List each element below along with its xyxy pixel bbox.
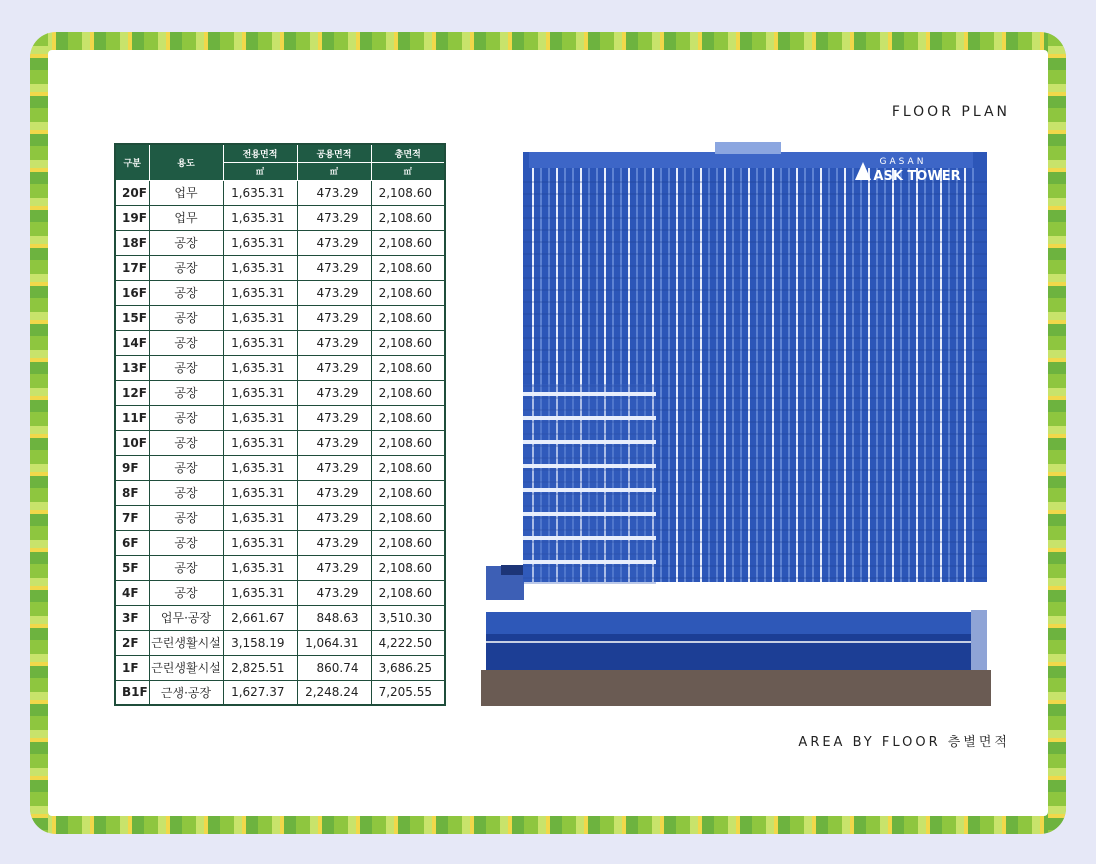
exclusive-area-cell: 1,635.31 <box>223 530 297 555</box>
use-cell: 공장 <box>149 480 223 505</box>
exclusive-area-cell: 1,635.31 <box>223 455 297 480</box>
floor-cell: 2F <box>115 630 149 655</box>
floor-cell: 11F <box>115 405 149 430</box>
common-area-cell: 473.29 <box>297 480 371 505</box>
common-area-cell: 473.29 <box>297 580 371 605</box>
total-area-cell: 2,108.60 <box>371 455 445 480</box>
floor-cell: 16F <box>115 280 149 305</box>
total-area-cell: 2,108.60 <box>371 255 445 280</box>
table-row <box>115 180 445 205</box>
exclusive-area-cell: 1,635.31 <box>223 180 297 205</box>
exclusive-area-cell: 1,635.31 <box>223 505 297 530</box>
area-table <box>114 143 446 706</box>
exclusive-area-cell: 2,825.51 <box>223 655 297 680</box>
total-area-cell: 2,108.60 <box>371 555 445 580</box>
total-area-cell: 7,205.55 <box>371 680 445 705</box>
floor-cell: 5F <box>115 555 149 580</box>
use-cell: 공장 <box>149 530 223 555</box>
common-area-cell: 1,064.31 <box>297 630 371 655</box>
common-area-cell: 473.29 <box>297 555 371 580</box>
common-area-cell: 860.74 <box>297 655 371 680</box>
table-row <box>115 580 445 605</box>
floor-cell: 15F <box>115 305 149 330</box>
use-cell: 공장 <box>149 355 223 380</box>
floor-cell: 4F <box>115 580 149 605</box>
common-area-cell: 473.29 <box>297 230 371 255</box>
common-area-cell: 473.29 <box>297 280 371 305</box>
floor-cell: 18F <box>115 230 149 255</box>
use-cell: 공장 <box>149 430 223 455</box>
exclusive-area-cell: 1,635.31 <box>223 330 297 355</box>
use-cell: 공장 <box>149 555 223 580</box>
floor-cell: 14F <box>115 330 149 355</box>
floor-cell: 10F <box>115 430 149 455</box>
common-area-cell: 473.29 <box>297 330 371 355</box>
table-row <box>115 605 445 630</box>
use-cell: 공장 <box>149 405 223 430</box>
use-cell: 업무 <box>149 205 223 230</box>
use-cell: 업무 <box>149 180 223 205</box>
total-area-cell: 2,108.60 <box>371 305 445 330</box>
side-core <box>971 610 987 670</box>
page-title: FLOOR PLAN <box>891 104 1010 120</box>
floor-cell: B1F <box>115 680 149 705</box>
total-area-cell: 4,222.50 <box>371 630 445 655</box>
col-floor-header: 구분 <box>115 144 149 180</box>
total-area-cell: 2,108.60 <box>371 405 445 430</box>
exclusive-area-cell: 1,635.31 <box>223 580 297 605</box>
common-area-cell: 473.29 <box>297 305 371 330</box>
use-cell: 공장 <box>149 255 223 280</box>
floor-cell: 12F <box>115 380 149 405</box>
total-area-cell: 2,108.60 <box>371 530 445 555</box>
total-area-cell: 2,108.60 <box>371 180 445 205</box>
setback-band <box>523 464 656 468</box>
common-area-cell: 473.29 <box>297 180 371 205</box>
use-cell: 공장 <box>149 455 223 480</box>
podium-left-top <box>501 565 525 575</box>
total-area-cell: 2,108.60 <box>371 330 445 355</box>
floor-cell: 19F <box>115 205 149 230</box>
unit-label: ㎡ <box>371 162 445 180</box>
floor-cell: 6F <box>115 530 149 555</box>
ground-floor-glass <box>486 634 971 670</box>
common-area-cell: 473.29 <box>297 255 371 280</box>
setback-band <box>523 512 656 516</box>
table-row <box>115 205 445 230</box>
use-cell: 공장 <box>149 330 223 355</box>
table-row <box>115 655 445 680</box>
exclusive-area-cell: 1,635.31 <box>223 230 297 255</box>
leaf-border-left <box>30 32 48 834</box>
floor-cell: 3F <box>115 605 149 630</box>
signage-band <box>486 600 987 612</box>
exclusive-area-cell: 2,661.67 <box>223 605 297 630</box>
common-area-cell: 473.29 <box>297 205 371 230</box>
rooftop-unit <box>715 142 781 154</box>
exclusive-area-cell: 1,635.31 <box>223 405 297 430</box>
floor-cell: 7F <box>115 505 149 530</box>
exclusive-area-cell: 1,635.31 <box>223 205 297 230</box>
total-area-cell: 2,108.60 <box>371 205 445 230</box>
table-row <box>115 430 445 455</box>
total-area-cell: 2,108.60 <box>371 480 445 505</box>
use-cell: 공장 <box>149 230 223 255</box>
sign-ask-tower: ASK TOWER <box>873 169 961 184</box>
table-row <box>115 255 445 280</box>
leaf-border-right <box>1048 32 1066 834</box>
exclusive-area-cell: 1,635.31 <box>223 305 297 330</box>
setback-band <box>523 536 656 540</box>
total-area-cell: 2,108.60 <box>371 430 445 455</box>
use-cell: 공장 <box>149 305 223 330</box>
total-area-cell: 3,686.25 <box>371 655 445 680</box>
building-base <box>481 670 991 706</box>
table-row <box>115 230 445 255</box>
common-area-cell: 848.63 <box>297 605 371 630</box>
common-area-cell: 473.29 <box>297 505 371 530</box>
floor-cell: 1F <box>115 655 149 680</box>
table-row <box>115 555 445 580</box>
col-common-header: 공용면적 <box>297 144 371 162</box>
total-area-cell: 2,108.60 <box>371 230 445 255</box>
total-area-cell: 2,108.60 <box>371 505 445 530</box>
table-row <box>115 280 445 305</box>
left-setback <box>523 384 656 584</box>
table-row <box>115 530 445 555</box>
setback-band <box>523 560 656 564</box>
use-cell: 근린생활시설 <box>149 655 223 680</box>
table-row <box>115 455 445 480</box>
table-row <box>115 305 445 330</box>
total-area-cell: 2,108.60 <box>371 380 445 405</box>
caption: AREA BY FLOOR 층별면적 <box>798 735 1010 750</box>
total-area-cell: 2,108.60 <box>371 280 445 305</box>
col-use-header: 용도 <box>149 144 223 180</box>
total-area-cell: 2,108.60 <box>371 355 445 380</box>
exclusive-area-cell: 1,627.37 <box>223 680 297 705</box>
table-row <box>115 355 445 380</box>
table-row <box>115 380 445 405</box>
table-row <box>115 505 445 530</box>
setback-band <box>523 440 656 444</box>
col-total-header: 총면적 <box>371 144 445 162</box>
exclusive-area-cell: 3,158.19 <box>223 630 297 655</box>
use-cell: 업무·공장 <box>149 605 223 630</box>
common-area-cell: 473.29 <box>297 405 371 430</box>
exclusive-area-cell: 1,635.31 <box>223 280 297 305</box>
sign-gasan: GASAN <box>879 157 927 167</box>
use-cell: 공장 <box>149 505 223 530</box>
common-area-cell: 473.29 <box>297 530 371 555</box>
unit-label: ㎡ <box>297 162 371 180</box>
table-row <box>115 480 445 505</box>
exclusive-area-cell: 1,635.31 <box>223 430 297 455</box>
table-row <box>115 405 445 430</box>
total-area-cell: 3,510.30 <box>371 605 445 630</box>
table-row <box>115 630 445 655</box>
use-cell: 공장 <box>149 580 223 605</box>
use-cell: 근린생활시설 <box>149 630 223 655</box>
setback-band <box>523 392 656 396</box>
floor-cell: 9F <box>115 455 149 480</box>
floor-cell: 20F <box>115 180 149 205</box>
total-area-cell: 2,108.60 <box>371 580 445 605</box>
exclusive-area-cell: 1,635.31 <box>223 480 297 505</box>
floor-cell: 13F <box>115 355 149 380</box>
table-row <box>115 680 445 705</box>
building-illustration <box>481 142 991 706</box>
second-floor-glass <box>486 612 971 634</box>
floor-cell: 8F <box>115 480 149 505</box>
unit-label: ㎡ <box>223 162 297 180</box>
common-area-cell: 473.29 <box>297 380 371 405</box>
table-row <box>115 330 445 355</box>
use-cell: 근생·공장 <box>149 680 223 705</box>
col-exclusive-header: 전용면적 <box>223 144 297 162</box>
common-area-cell: 473.29 <box>297 355 371 380</box>
common-area-cell: 473.29 <box>297 430 371 455</box>
use-cell: 공장 <box>149 380 223 405</box>
exclusive-area-cell: 1,635.31 <box>223 555 297 580</box>
common-area-cell: 2,248.24 <box>297 680 371 705</box>
setback-band <box>523 416 656 420</box>
exclusive-area-cell: 1,635.31 <box>223 380 297 405</box>
floor-cell: 17F <box>115 255 149 280</box>
setback-band <box>523 488 656 492</box>
use-cell: 공장 <box>149 280 223 305</box>
exclusive-area-cell: 1,635.31 <box>223 255 297 280</box>
common-area-cell: 473.29 <box>297 455 371 480</box>
exclusive-area-cell: 1,635.31 <box>223 355 297 380</box>
